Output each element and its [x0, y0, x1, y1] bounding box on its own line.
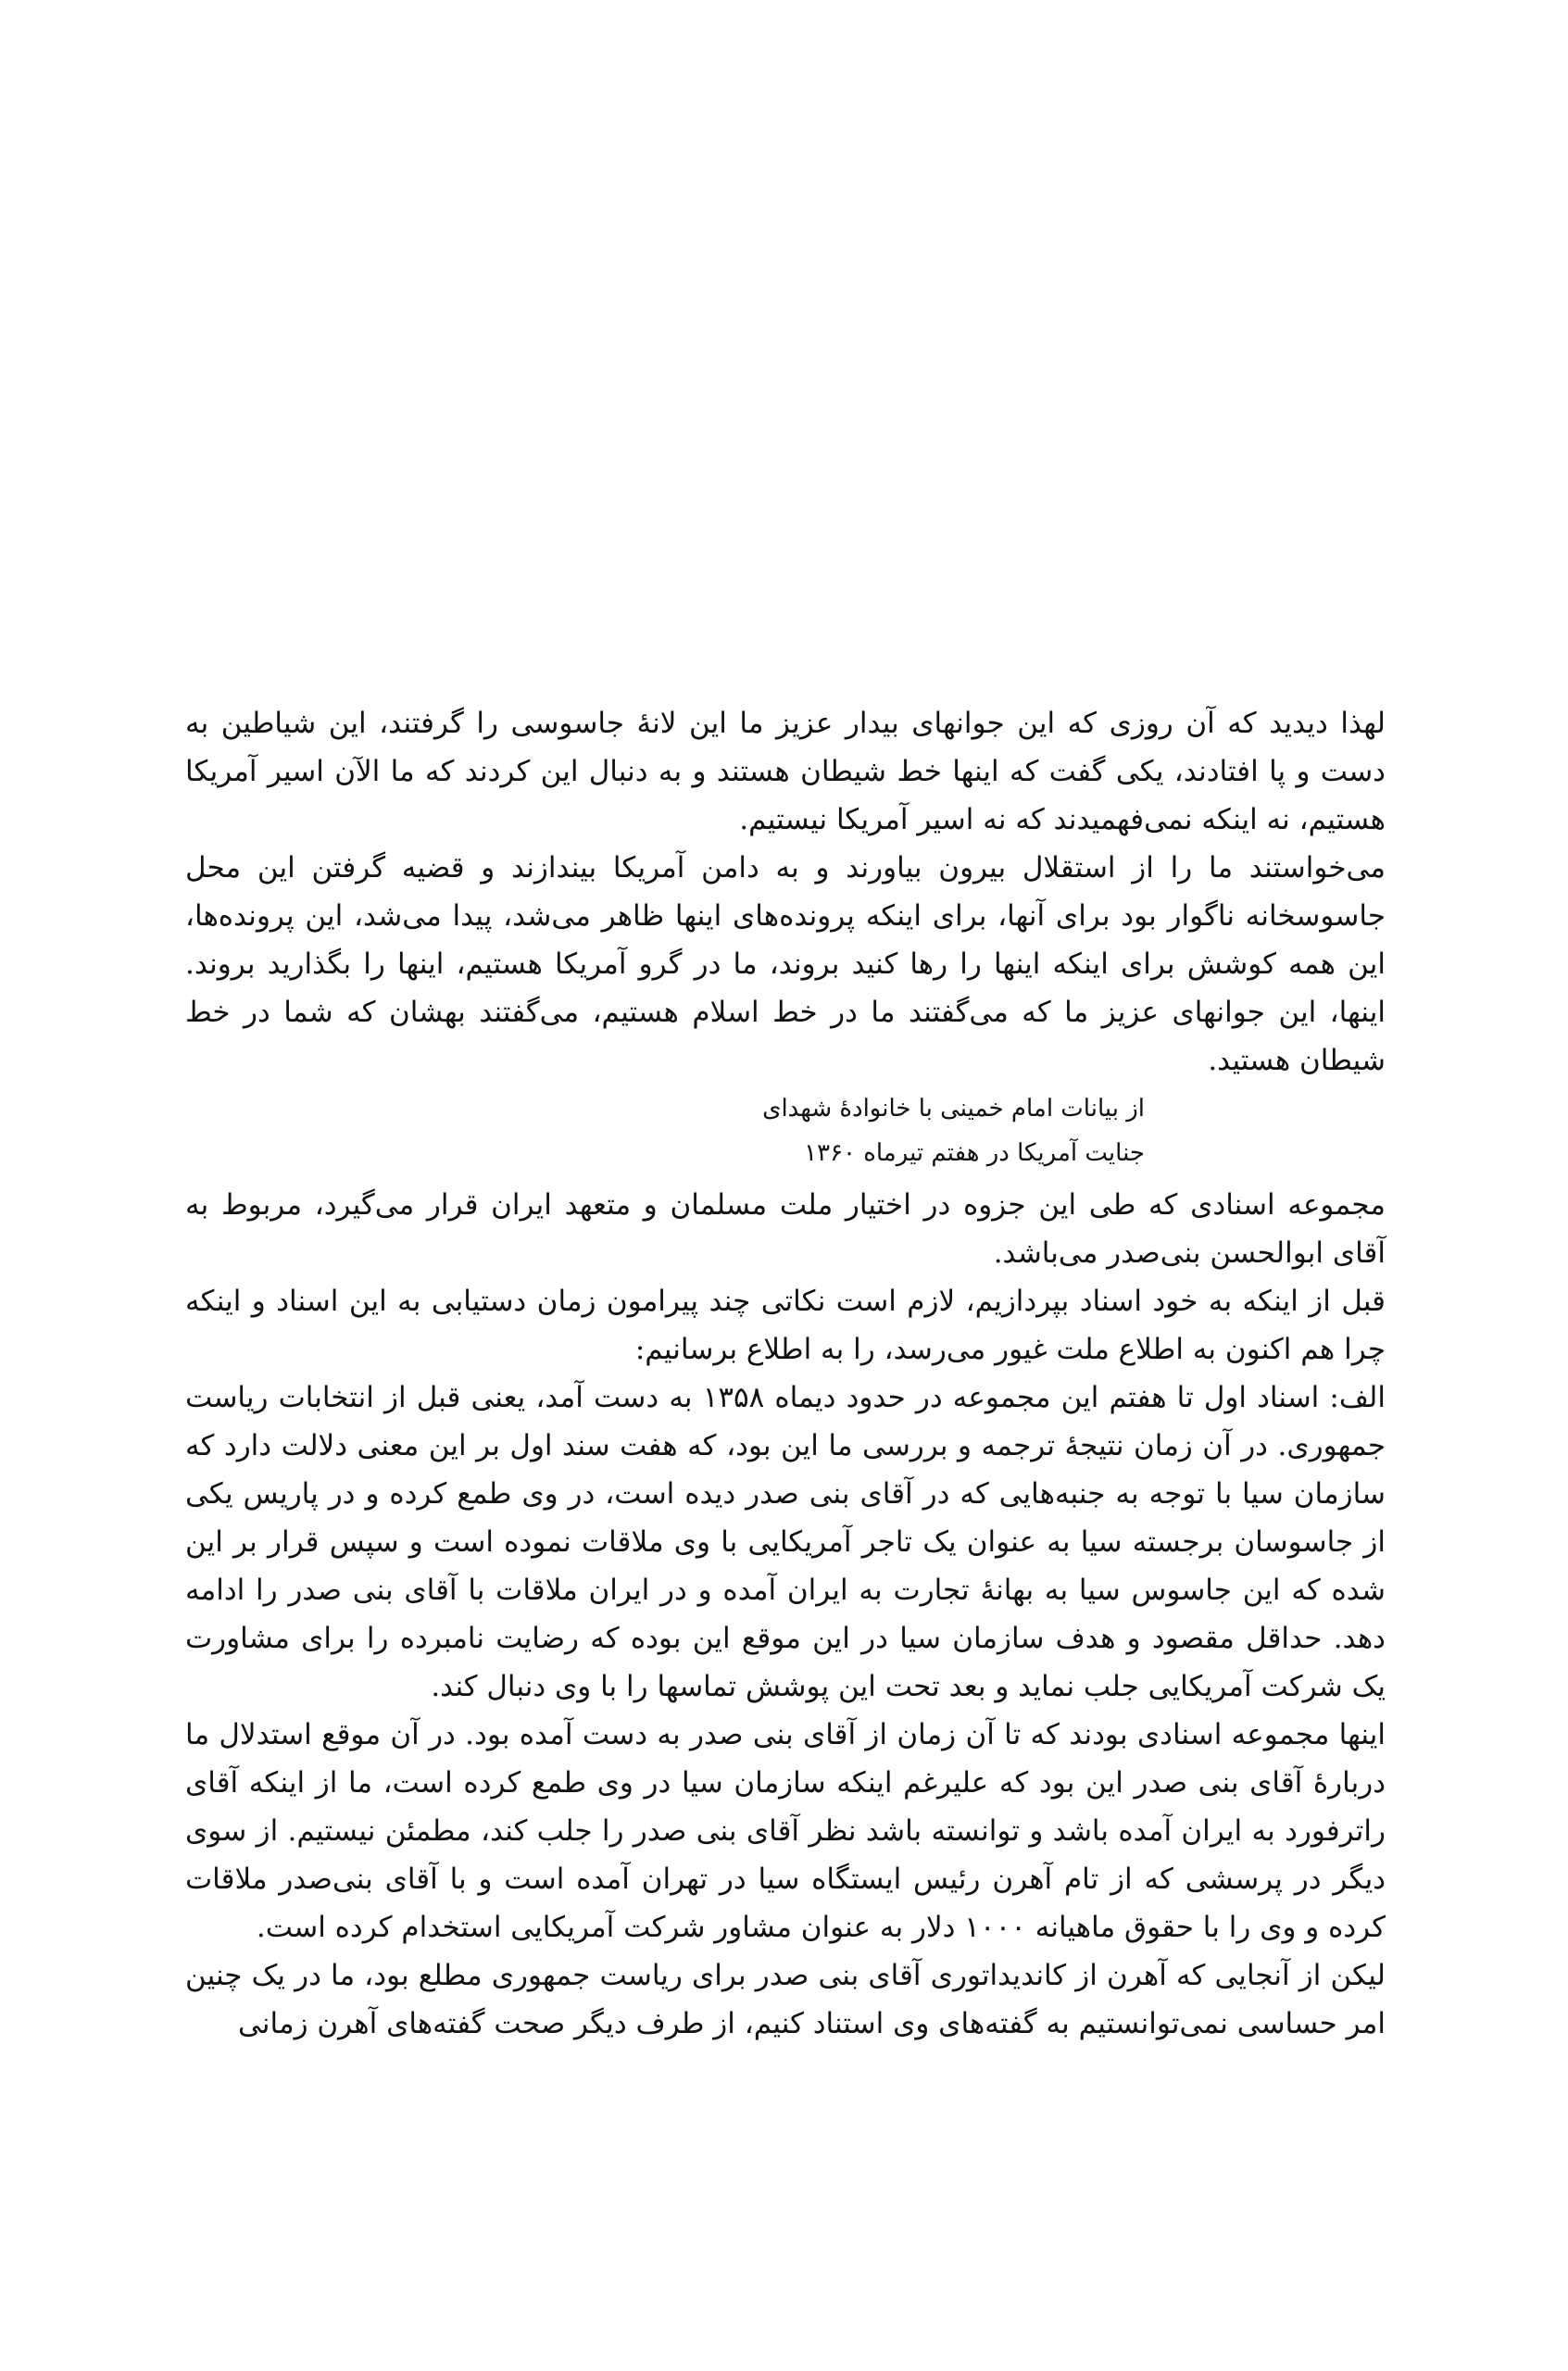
- paragraph: لیکن از آنجایی که آهرن از کاندیداتوری آقای بنی صدر برای ریاست جمهوری مطلع بود، ما در یک چنین امر حساسی نمی‌توانستیم به گفته‌های وی استناد کنیم، از طرف دیگر صحت گفته‌های آهرن زمانی: [185, 1959, 1386, 2040]
- quote-line: جنایت آمریکا در هفتم تیرماه ۱۳۶۰: [804, 1139, 1145, 1167]
- text-block: [185, 699, 1386, 2048]
- quote-attribution: [185, 1086, 1386, 1175]
- paragraph: الف: اسناد اول تا هفتم این مجموعه در حدود دیماه ۱۳۵۸ به دست آمد، یعنی قبل از انتخابات ریاست جمهوری. در آن زمان نتیجهٔ ترجمه و بررسی ما این بود، که هفت سند اول بر این معنی دلالت دارد که سازمان سیا با توجه به جنبه‌هایی که در آقای بنی صدر دیده است، در وی طمع کرده و در پاریس یکی از جاسوسان برجسته سیا به عنوان یک تاجر آمریکایی با وی ملاقات نموده است و سپس قرار بر این شده که این جاسوس سیا به بهانهٔ تجارت به ایران آمده و در ایران ملاقات با آقای بنی صدر را ادامه دهد. حداقل مقصود و هدف سازمان سیا در این موقع این بوده که رضایت نامبرده را برای مشاورت یک شرکت آمریکایی جلب نماید و بعد تحت این پوشش تماسها را با وی دنبال کند.: [185, 1381, 1386, 1703]
- paragraph: لهذا دیدید که آن روزی که این جوانهای بیدار عزیز ما این لانهٔ جاسوسی را گرفتند، این شیاطین به دست و پا افتادند، یکی گفت که اینها خط شیطان هستند و به دنبال این کردند که ما الآن اسیر آمریکا هستیم، نه اینکه نمی‌فهمیدند که نه اسیر آمریکا نیستیم.: [185, 707, 1386, 836]
- paragraph: می‌خواستند ما را از استقلال بیرون بیاورند و به دامن آمریکا بیندازند و قضیه گرفتن این محل جاسوسخانه ناگوار بود برای آنها، برای اینکه پرونده‌های اینها ظاهر می‌شد، پیدا می‌شد، این پرونده‌ها، این همه کوشش برای اینکه اینها را رها کنید بروند، ما در گرو آمریکا هستیم، اینها را بگذارید بروند. اینها، این جوانهای عزیز ما که می‌گفتند ما در خط اسلام هستیم، می‌گفتند بهشان که شما در خط شیطان هستید.: [185, 851, 1386, 1077]
- paragraph: مجموعه اسنادی که طی این جزوه در اختیار ملت مسلمان و متعهد ایران قرار می‌گیرد، مربوط به آقای ابوالحسن بنی‌صدر می‌باشد.: [185, 1188, 1386, 1270]
- quote-line: از بیانات امام خمینی با خانوادهٔ شهدای: [762, 1095, 1145, 1123]
- paragraph: قبل از اینکه به خود اسناد بپردازیم، لازم است نکاتی چند پیرامون زمان دستیابی به این اسناد و اینکه چرا هم اکنون به اطلاع ملت غیور می‌رسد، را به اطلاع برسانیم:: [185, 1285, 1386, 1366]
- paragraph: اینها مجموعه اسنادی بودند که تا آن زمان از آقای بنی صدر به دست آمده بود. در آن موقع استدلال ما دربارهٔ آقای بنی صدر این بود که علیرغم اینکه سازمان سیا در وی طمع کرده است، ما از اینکه آقای راترفورد به ایران آمده باشد و توانسته باشد نظر آقای بنی صدر را جلب کند، مطمئن نیستیم. از سوی دیگر در پرسشی که از تام آهرن رئیس ایستگاه سیا در تهران آمده است و با آقای بنی‌صدر ملاقات کرده و وی را با حقوق ماهیانه ۱۰۰۰ دلار به عنوان مشاور شرکت آمریکایی استخدام کرده است.: [185, 1718, 1386, 1944]
